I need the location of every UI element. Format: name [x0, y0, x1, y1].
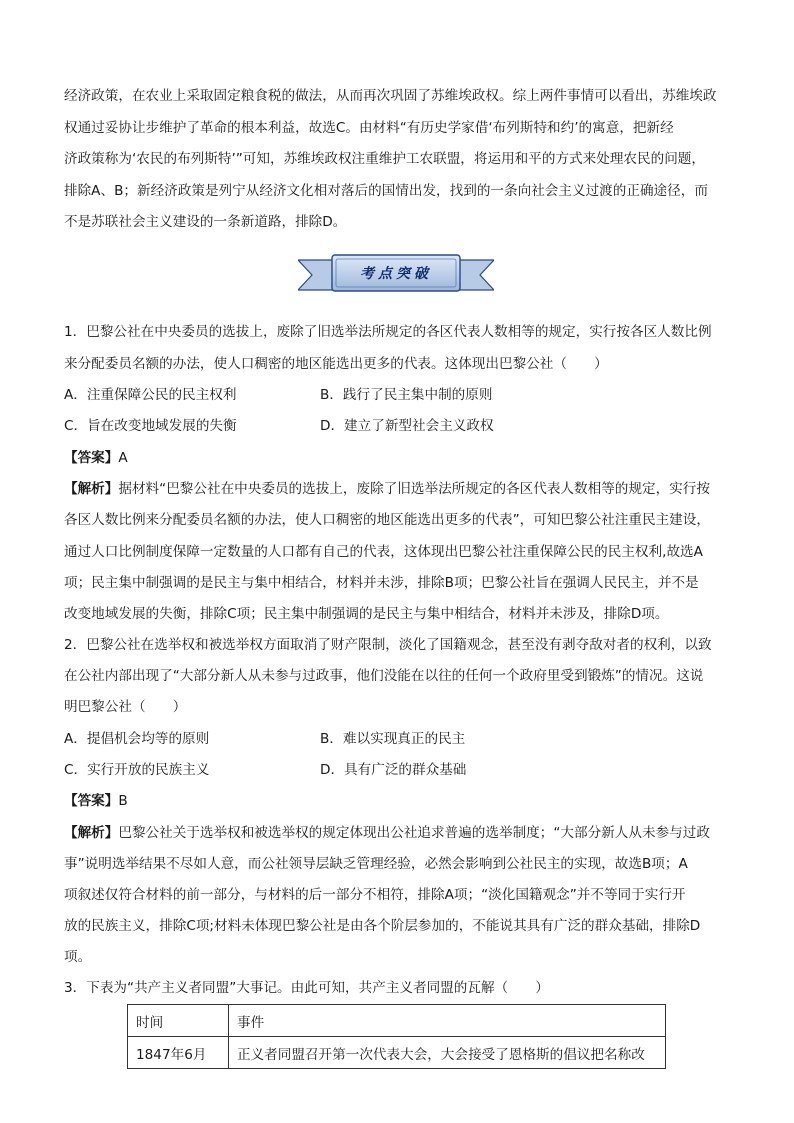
analysis-line: 各区人数比例来分配委员名额的办法，使人口稠密的地区能选出更多的代表”，可知巴黎公社注重民主建设，	[64, 512, 710, 528]
question-stem: 1．巴黎公社在中央委员的选拔上，废除了旧选举法所规定的各区代表人数相等的规定，实行按各区人数比例	[64, 324, 712, 340]
option-d: D．具有广泛的群众基础	[320, 762, 467, 778]
intro-line: 权通过妥协让步维护了革命的根本利益，故选C。由材料“有历史学家借‘布列斯特和约’的寓意，把新经	[64, 120, 674, 136]
analysis-line: 通过人口比例制度保障一定数量的人口都有自己的代表，这体现出巴黎公社注重保障公民的民主权利,故选A	[64, 544, 703, 560]
answer-label: 【答案】	[64, 450, 119, 466]
answer-value: A	[118, 450, 128, 466]
option-a: A．提倡机会均等的原则	[64, 731, 210, 747]
question-stem: 2．巴黎公社在选举权和被选举权方面取消了财产限制，淡化了国籍观念，甚至没有剥夺敌对者的权利，以致	[64, 637, 712, 653]
answer-label: 【答案】	[64, 793, 119, 809]
question-stem: 3．下表为“共产主义者同盟”大事记。由此可知，共产主义者同盟的瓦解（ ）	[64, 980, 549, 996]
events-table	[127, 1004, 666, 1069]
table-cell: 1847年6月	[128, 1037, 229, 1069]
option-d: D．建立了新型社会主义政权	[320, 418, 494, 434]
analysis-line: 改变地域发展的失衡，排除C项；民主集中制强调的是民主与集中相结合，材料并未涉及，排除D项。	[64, 606, 669, 622]
analysis-line: 项。	[64, 949, 92, 965]
question-stem: 在公社内部出现了“大部分新人从未参与过政事，他们没能在以往的任何一个政府里受到锻炼”的情况。这说	[64, 668, 704, 684]
analysis-text: 据材料“巴黎公社在中央委员的选拔上，废除了旧选举法所规定的各区代表人数相等的规定，实行按	[118, 481, 710, 497]
intro-line: 济政策称为‘农民的布列斯特’”可知，苏维埃政权注重维护工农联盟，将运用和平的方式来处理农民的问题，	[64, 151, 705, 167]
option-a: A．注重保障公民的民主权利	[64, 387, 237, 403]
intro-line: 排除A、B；新经济政策是列宁从经济文化相对落后的国情出发，找到的一条向社会主义过渡的正确途径，而	[64, 183, 708, 199]
option-b: B．践行了民主集中制的原则	[320, 387, 493, 403]
table-header-row	[128, 1005, 666, 1037]
analysis-line: 放的民族主义，排除C项;材料未体现巴黎公社是由各个阶层参加的，不能说其具有广泛的群众基础，排除D	[64, 918, 701, 934]
option-c: C．旨在改变地域发展的失衡	[64, 418, 237, 434]
analysis-line	[64, 823, 710, 843]
answer-row	[64, 791, 128, 811]
analysis-line: 事”说明选举结果不尽如人意，而公社领导层缺乏管理经验，必然会影响到公社民主的实现，故选B项；A	[64, 856, 688, 872]
table-cell: 正义者同盟召开第一次代表大会，大会接受了恩格斯的倡议把名称改	[229, 1037, 666, 1069]
answer-value: B	[118, 793, 128, 809]
analysis-label: 【解析】	[64, 481, 119, 497]
option-b: B．难以实现真正的民主	[320, 731, 466, 747]
intro-line: 不是苏联社会主义建设的一条新道路，排除D。	[64, 214, 347, 230]
analysis-line: 项叙述仅符合材料的前一部分，与材料的后一部分不相符，排除A项；“淡化国籍观念”并不等同于实行开	[64, 887, 686, 903]
question-stem: 来分配委员名额的办法，使人口稠密的地区能选出更多的代表。这体现出巴黎公社（ ）	[64, 356, 608, 372]
analysis-line: 项；民主集中制强调的是民主与集中相结合，材料并未涉，排除B项；巴黎公社旨在强调人民民主，并不是	[64, 575, 699, 591]
banner-label: 考点突破	[360, 266, 432, 282]
analysis-label: 【解析】	[64, 825, 119, 841]
table-header: 事件	[229, 1005, 666, 1037]
table-header: 时间	[128, 1005, 229, 1037]
analysis-line	[64, 479, 710, 499]
question-stem: 明巴黎公社（ ）	[64, 699, 187, 715]
table-row	[128, 1037, 666, 1069]
analysis-text: 巴黎公社关于选举权和被选举权的规定体现出公社追求普遍的选举制度；“大部分新人从未参与过政	[118, 825, 710, 841]
intro-line: 经济政策，在农业上采取固定粮食税的做法，从而再次巩固了苏维埃政权。综上两件事情可以看出，苏维埃政	[64, 88, 717, 104]
answer-row	[64, 448, 128, 468]
option-c: C．实行开放的民族主义	[64, 762, 210, 778]
